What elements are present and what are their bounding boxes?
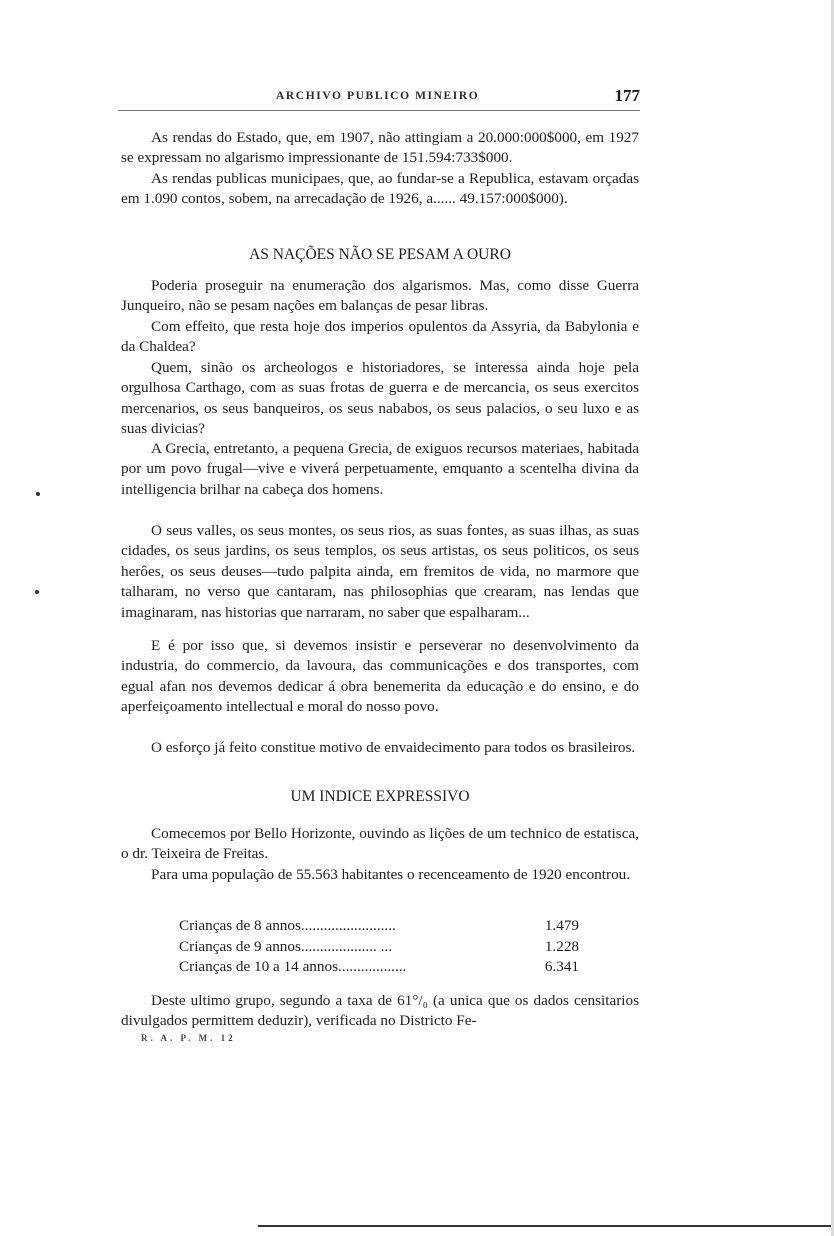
paragraph-bello-horizonte: Comecemos por Bello Horizonte, ouvindo as lições de um technico de estatisca, o dr. Teixeira de Freitas. — [121, 825, 639, 863]
running-header — [118, 86, 640, 110]
paragraph-valles: O seus valles, os seus montes, os seus rios, as suas fontes, as suas ilhas, as suas cidades, os seus jardins, os seus templos, os seus artistas, os seus politicos, os seus herôes, os seus deuses—tudo palpita ainda, em fremitos de vida, no marmore que talharam, no verso que cantaram, nas philosophias que crearam, nas lendas que imaginaram, nas historias que narraram, no saber que espalharam... — [121, 522, 639, 621]
table-row — [179, 957, 579, 978]
margin-dot — [35, 590, 39, 594]
paragraph-enumeration: Poderia proseguir na enumeração dos algarismos. Mas, como disse Guerra Junqueiro, não se pesam nações em balanças de pesar libras. — [121, 277, 639, 315]
section-heading-nations: AS NAÇÕES NÃO SE PESAM A OURO — [249, 246, 511, 263]
census-table — [179, 916, 579, 978]
page-number: 177 — [614, 86, 640, 105]
table-row-label: Crianças de 9 annos.................... ... — [179, 937, 393, 955]
table-row-value: 6.341 — [544, 958, 579, 976]
paragraph-state-revenue: As rendas do Estado, que, em 1907, não attingiam a 20.000:000$000, em 1927 se expressam no algarismo impressionante de 151.594:733$000. — [121, 129, 639, 167]
table-row-label: Crianças de 8 annos......................... — [179, 917, 396, 934]
paragraph-esforco: O esforço já feito constitue motivo de envaidecimento para todos os brasileiros. — [151, 739, 636, 756]
paragraph-municipal-revenue: As rendas publicas municipaes, que, ao fundar-se a Republica, estavam orçadas em 1.090 contos, sobem, na arrecadação de 1926, a...... 49.157:000$000). — [121, 170, 639, 208]
table-row — [179, 937, 579, 958]
table-row-value: 1.228 — [544, 937, 579, 955]
header-rule — [118, 110, 640, 111]
bottom-edge-rule — [258, 1225, 834, 1227]
paragraph-populacao: Para uma população de 55.563 habitantes o recenceamento de 1920 encontrou. — [151, 866, 631, 883]
margin-dot — [36, 492, 40, 496]
table-row-value: 1.479 — [544, 917, 579, 934]
paragraph-empires: Com effeito, que resta hoje dos imperios opulentos da Assyria, da Babylonia e da Chaldea? — [121, 318, 639, 356]
paragraph-ultimo-grupo: Deste ultimo grupo, segundo a taxa de 61°/₀ (a unica que os dados censitarios divulgados permittem deduzir), verificada no Districto Fe- — [121, 992, 639, 1030]
table-row — [179, 916, 579, 937]
table-row-label: Crianças de 10 a 14 annos.................. — [179, 958, 407, 976]
running-title: ARCHIVO PUBLICO MINEIRO — [276, 90, 480, 102]
signature-mark: R. A. P. M. 12 — [141, 1033, 236, 1043]
paragraph-grecia: A Grecia, entretanto, a pequena Grecia, de exiguos recursos materiaes, habitada por um povo frugal—vive e viverá perpetuamente, emquanto a scentelha divina da intelligencia brilhar na cabeça dos homens. — [121, 440, 639, 498]
section-heading-indice: UM INDICE EXPRESSIVO — [290, 788, 470, 805]
paragraph-desenvolvimento: E é por isso que, si devemos insistir e perseverar no desenvolvimento da industria, do commercio, da lavoura, das communicações e dos transportes, com egual afan nos devemos dedicar á obra benemerita da educação e do ensino, e do aperfeiçoamento intellectual e moral do nosso povo. — [121, 637, 639, 716]
paragraph-carthago: Quem, sinão os archeologos e historiadores, se interessa ainda hoje pela orgulhosa Carthago, com as suas frotas de guerra e de mercancia, os seus exercitos mercenarios, os seus banqueiros, os seus nababos, os seus palacios, o seu luxo e as suas divicias? — [121, 359, 639, 438]
